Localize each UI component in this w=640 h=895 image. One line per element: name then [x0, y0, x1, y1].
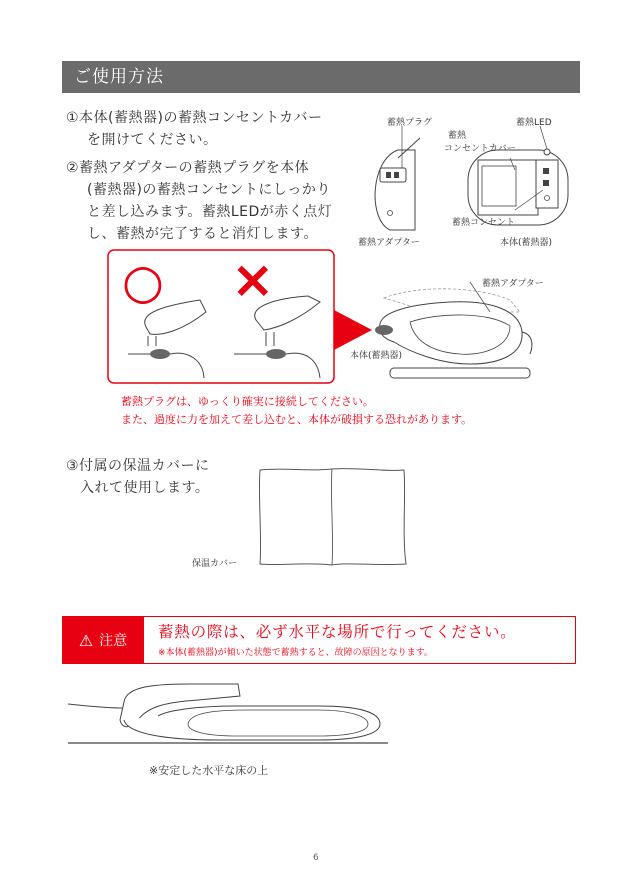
caution-tag	[62, 616, 144, 664]
warning-text	[121, 393, 472, 429]
step-3-text	[66, 455, 210, 499]
warning-line-1: 蓄熱プラグは、ゆっくり確実に接続してください。	[121, 395, 374, 408]
plug-label: 蓄熱プラグ	[387, 118, 433, 128]
floor-illustration	[68, 680, 388, 750]
floor-note: ※安定した水平な床の上	[149, 764, 269, 777]
caution-sub-text: ※本体(蓄熱器)が傾いた状態で蓄熱すると、故障の原因となります。	[158, 648, 433, 658]
section-title: ご使用方法	[62, 61, 580, 93]
warning-triangle-icon: ⚠	[78, 630, 94, 650]
adapter-label-small: 蓄熱アダプター	[358, 238, 420, 248]
device-illustration-right	[370, 282, 540, 382]
step-3-line-2: 入れて使用します。	[80, 480, 210, 496]
step-1-text	[66, 107, 323, 151]
step-2-line-2: (蓄熱器)の蓄熱コンセントにしっかり	[87, 182, 331, 198]
body-label-big: 本体(蓄熱器)	[350, 351, 403, 361]
page-number: 6	[313, 853, 319, 863]
ng-mark: ×	[231, 250, 275, 310]
adapter-label-big: 蓄熱アダプター	[482, 279, 544, 289]
cover-label: 保温カバー	[192, 559, 238, 569]
step-2-line-3: と差し込みます。蓄熱LEDが赤く点灯	[87, 204, 333, 220]
outlet-label: 蓄熱コンセント	[452, 218, 516, 228]
led-label: 蓄熱LED	[516, 118, 552, 128]
step-1-line-1: ①本体(蓄熱器)の蓄熱コンセントカバー	[66, 110, 323, 126]
body-label-small: 本体(蓄熱器)	[500, 238, 553, 248]
caution-tag-label: 注意	[99, 633, 128, 649]
ok-mark: ○	[122, 254, 164, 310]
step-2-text	[66, 157, 332, 245]
warning-line-2: また、過度に力を加えて差し込むと、本体が破損する恐れがあります。	[121, 413, 473, 426]
step-1-line-2: を開けてください。	[87, 132, 218, 148]
step-2-line-1: ②蓄熱アダプターの蓄熱プラグを本体	[66, 160, 310, 176]
cover-illustration	[256, 466, 408, 568]
outlet-cover-label-2: コンセントカバー	[444, 144, 516, 154]
caution-main-text: 蓄熱の際は、必ず水平な場所で行ってください。	[158, 623, 517, 641]
outlet-cover-label-1: 蓄熱	[448, 131, 467, 141]
step-2-line-4: し、蓄熱が完了すると消灯します。	[87, 226, 318, 242]
step-3-line-1: ③付属の保温カバーに	[66, 458, 210, 474]
